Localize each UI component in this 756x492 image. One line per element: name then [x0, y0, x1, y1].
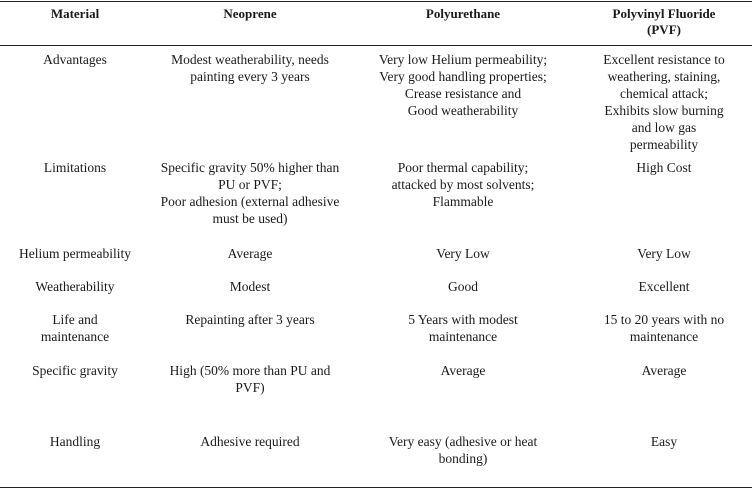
neoprene-cell: Specific gravity 50% higher than PU or PVF; Poor adhesion (external adhesive must be used) [160, 160, 340, 226]
row-label: Weatherability [35, 279, 115, 294]
polyurethane-cell: Average [440, 363, 486, 378]
table-row [0, 245, 752, 278]
table-row [0, 278, 752, 311]
header-row [0, 2, 752, 41]
row-label: Specific gravity [32, 363, 118, 378]
pvf-cell: High Cost [636, 160, 692, 175]
table-bottom-rule [0, 487, 752, 488]
material-comparison-table [0, 2, 752, 479]
pvf-cell: Very Low [637, 246, 691, 261]
polyurethane-cell: Poor thermal capability; attacked by most solvents; Flammable [391, 160, 535, 209]
pvf-cell: Excellent [638, 279, 690, 294]
header-polyurethane: Polyurethane [425, 6, 501, 21]
polyurethane-cell: Very Low [436, 246, 490, 261]
header-material: Material [50, 6, 100, 21]
neoprene-cell: Repainting after 3 years [185, 312, 315, 327]
neoprene-cell: Adhesive required [200, 434, 300, 449]
polyurethane-cell: Very easy (adhesive or heat bonding) [388, 434, 538, 466]
neoprene-cell: Average [227, 246, 273, 261]
row-label: Life and maintenance [40, 312, 110, 344]
row-label: Limitations [43, 160, 107, 175]
pvf-cell: Average [641, 363, 687, 378]
pvf-cell: 15 to 20 years with no maintenance [603, 312, 725, 344]
table-row [0, 159, 752, 245]
header-pvf: Polyvinyl Fluoride (PVF) [612, 6, 716, 37]
table-row [0, 311, 752, 362]
row-label: Advantages [43, 52, 107, 67]
pvf-cell: Excellent resistance to weathering, staining, chemical attack; Exhibits slow burning and low gas permeability [603, 52, 725, 152]
table-row [0, 41, 752, 159]
neoprene-cell: High (50% more than PU and PVF) [169, 363, 331, 395]
header-neoprene: Neoprene [223, 6, 277, 21]
table-row [0, 433, 752, 479]
polyurethane-cell: 5 Years with modest maintenance [408, 312, 518, 344]
row-label: Handling [49, 434, 101, 449]
neoprene-cell: Modest weatherability, needs painting every 3 years [171, 52, 329, 84]
neoprene-cell: Modest [229, 279, 271, 294]
polyurethane-cell: Good [448, 279, 478, 294]
polyurethane-cell: Very low Helium permeability; Very good handling properties; Crease resistance and Good weatherability [378, 52, 548, 118]
row-label: Helium permeability [18, 246, 132, 261]
pvf-cell: Easy [650, 434, 678, 449]
table-row [0, 362, 752, 433]
